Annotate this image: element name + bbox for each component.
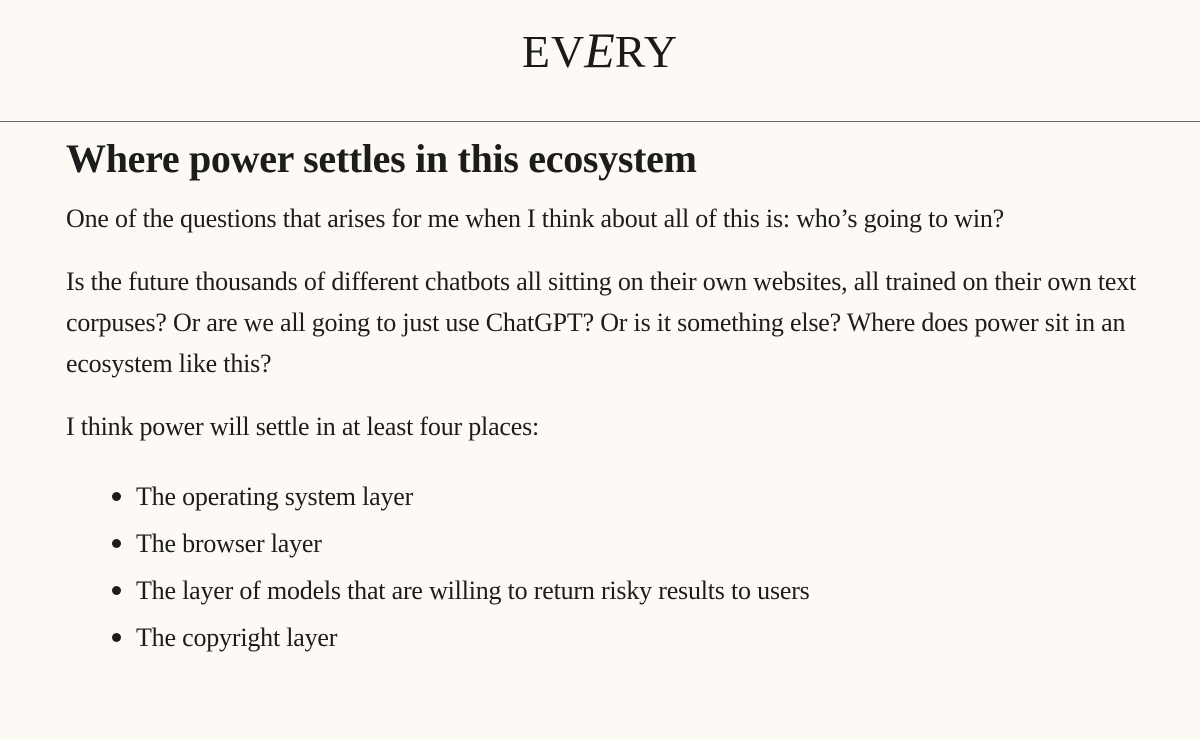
paragraph-2: Is the future thousands of different chatbots all sitting on their own websites, all trained on their own text corpuses? Or are we all going to just use ChatGPT? Or is it something else? Where does power sit in an ecosystem like this? xyxy=(66,267,1137,378)
logo-text-left: EV xyxy=(521,26,586,77)
list-item xyxy=(112,473,1156,520)
power-layers-list xyxy=(66,473,1156,661)
list-item-text: The layer of models that are willing to return risky results to users xyxy=(136,576,810,605)
paragraph-1: One of the questions that arises for me when I think about all of this is: who’s going to win? xyxy=(66,204,1004,233)
bullet-dot-icon xyxy=(112,492,121,501)
section-heading: Where power settles in this ecosystem xyxy=(66,136,697,181)
list-item xyxy=(112,614,1156,661)
every-logo[interactable] xyxy=(0,24,1200,78)
bullet-dot-icon xyxy=(112,539,121,548)
logo-text-right: RY xyxy=(614,26,679,77)
list-item xyxy=(112,567,1156,614)
article-body xyxy=(66,132,1156,661)
site-header xyxy=(0,0,1200,122)
bullet-dot-icon xyxy=(112,633,121,642)
list-item xyxy=(112,520,1156,567)
logo-text-accent: E xyxy=(584,22,616,78)
list-item-text: The copyright layer xyxy=(136,623,338,652)
bullet-dot-icon xyxy=(112,586,121,595)
paragraph-3: I think power will settle in at least four places: xyxy=(66,412,540,441)
list-item-text: The operating system layer xyxy=(136,482,414,511)
list-item-text: The browser layer xyxy=(136,529,322,558)
